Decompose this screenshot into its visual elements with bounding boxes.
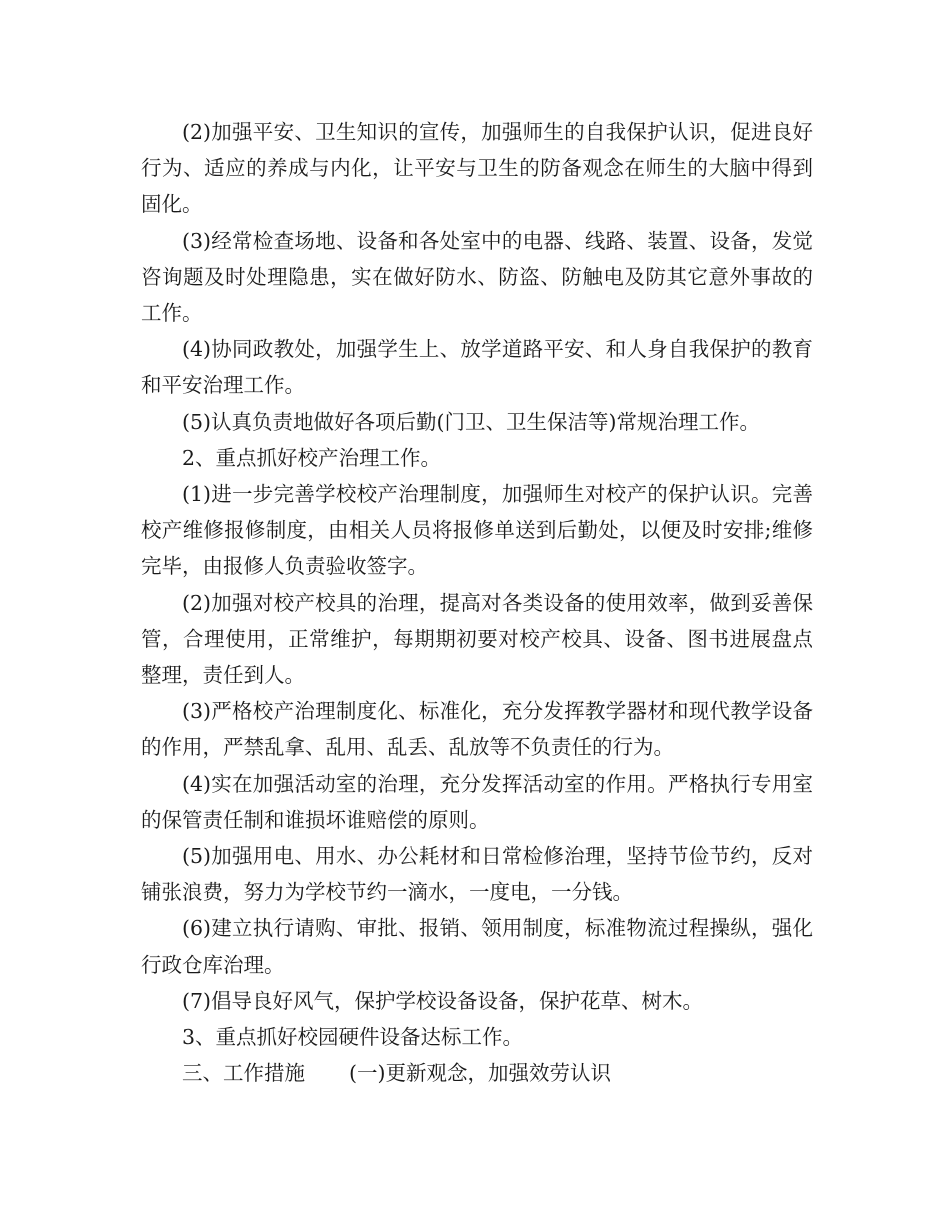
paragraph: (3)严格校产治理制度化、标准化，充分发挥教学器材和现代教学设备的作用，严禁乱拿、乱用、乱丢、乱放等不负责任的行为。 xyxy=(141,699,813,760)
section-heading-line xyxy=(141,1055,813,1091)
subheading: (一)更新观念，加强效劳认识 xyxy=(349,1061,611,1086)
section-item: 2、重点抓好校产治理工作。 xyxy=(182,445,442,470)
document-body xyxy=(141,114,813,1091)
section-item: 3、重点抓好校园硬件设备达标工作。 xyxy=(182,1025,524,1050)
paragraph: (6)建立执行请购、审批、报销、领用制度，标准物流过程操纵，强化行政仓库治理。 xyxy=(141,916,813,977)
paragraph: (4)协同政教处，加强学生上、放学道路平安、和人身自我保护的教育和平安治理工作。 xyxy=(141,337,813,398)
paragraph: (5)认真负责地做好各项后勤(门卫、卫生保洁等)常规治理工作。 xyxy=(182,409,761,434)
paragraph: (4)实在加强活动室的治理，充分发挥活动室的作用。严格执行专用室的保管责任制和谁损坏谁赔偿的原则。 xyxy=(141,771,813,832)
paragraph: (2)加强平安、卫生知识的宣传，加强师生的自我保护认识，促进良好行为、适应的养成与内化，让平安与卫生的防备观念在师生的大脑中得到固化。 xyxy=(141,120,813,217)
section-heading: 三、工作措施 xyxy=(182,1061,305,1086)
paragraph: (2)加强对校产校具的治理，提高对各类设备的使用效率，做到妥善保管，合理使用，正常维护，每期期初要对校产校具、设备、图书进展盘点整理，责任到人。 xyxy=(141,590,813,688)
paragraph: (3)经常检查场地、设备和各处室中的电器、线路、装置、设备，发觉咨询题及时处理隐患，实在做好防水、防盗、防触电及防其它意外事故的工作。 xyxy=(141,228,813,326)
paragraph: (1)进一步完善学校校产治理制度，加强师生对校产的保护认识。完善校产维修报修制度，由相关人员将报修单送到后勤处，以便及时安排;维修完毕，由报修人负责验收签字。 xyxy=(141,482,813,579)
paragraph: (7)倡导良好风气，保护学校设备设备，保护花草、树木。 xyxy=(182,988,704,1013)
paragraph: (5)加强用电、用水、办公耗材和日常检修治理，坚持节俭节约，反对铺张浪费，努力为学校节约一滴水，一度电，一分钱。 xyxy=(141,844,813,905)
